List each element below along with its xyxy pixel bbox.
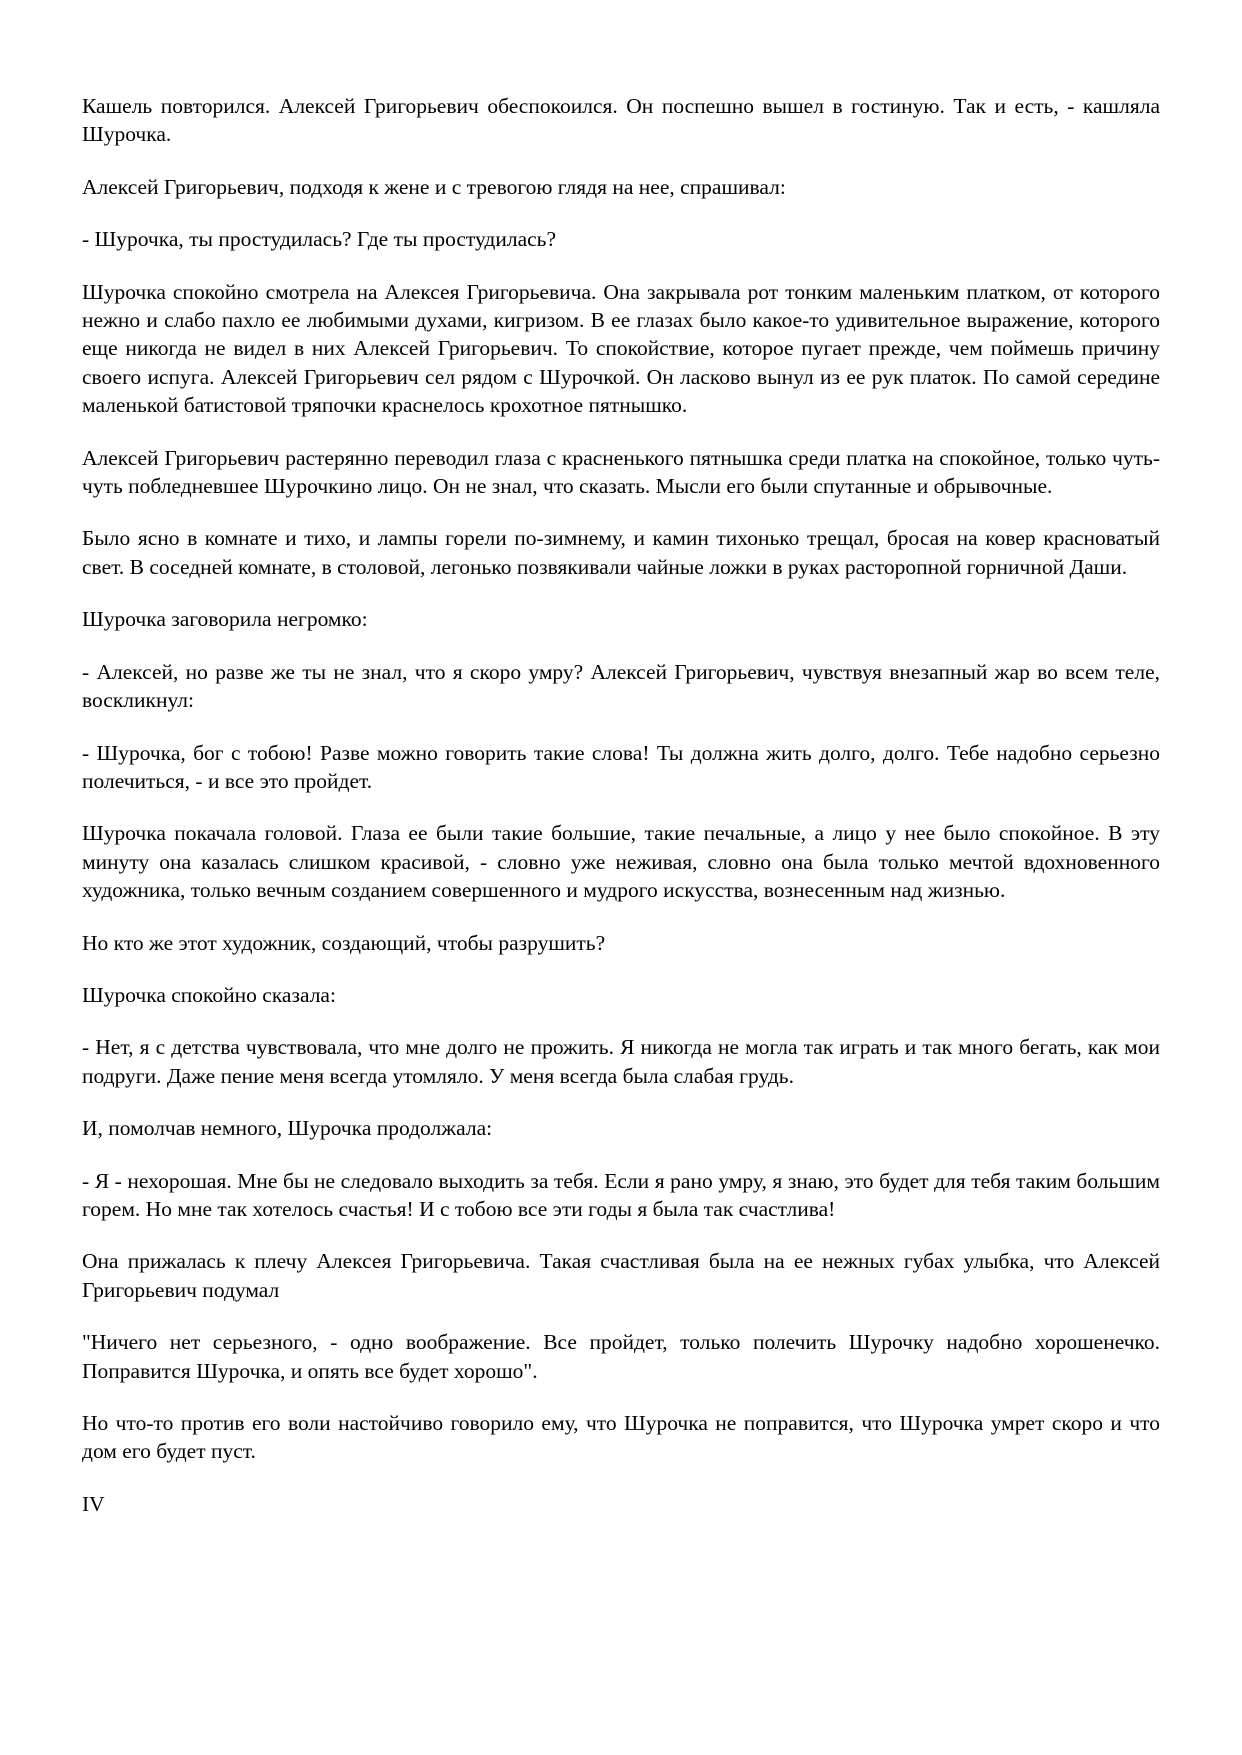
document-page bbox=[82, 92, 1160, 1518]
paragraph: Но кто же этот художник, создающий, чтобы разрушить? bbox=[82, 930, 606, 955]
paragraph: - Я - нехорошая. Мне бы не следовало выходить за тебя. Если я рано умру, я знаю, это будет для тебя таким большим горем. Но мне так хотелось счастья! И с тобою все эти годы я была так счастлива! bbox=[82, 1168, 1160, 1221]
paragraph: Шурочка заговорила негромко: bbox=[82, 607, 368, 632]
paragraph: Шурочка спокойно смотрела на Алексея Григорьевича. Она закрывала рот тонким маленьким платком, от которого нежно и слабо пахло ее любимыми духами, кигризом. В ее глазах было какое-то удивительное выражение, которого еще никогда не видел в них Алексей Григорьевич. То спокойствие, которое пугает прежде, чем поймешь причину своего испуга. Алексей Григорьевич сел рядом с Шурочкой. Он ласково вынул из ее рук платок. По самой середине маленькой батистовой тряпочки краснелось крохотное пятнышко. bbox=[82, 279, 1160, 418]
chapter-heading: IV bbox=[82, 1491, 105, 1516]
paragraph: Она прижалась к плечу Алексея Григорьевича. Такая счастливая была на ее нежных губах улыбка, что Алексей Григорьевич подумал bbox=[82, 1249, 1160, 1302]
paragraph: И, помолчав немного, Шурочка продолжала: bbox=[82, 1116, 493, 1141]
paragraph: Но что-то против его воли настойчиво говорило ему, что Шурочка не поправится, что Шурочка умрет скоро и что дом его будет пуст. bbox=[82, 1411, 1160, 1464]
paragraph: - Шурочка, бог с тобою! Разве можно говорить такие слова! Ты должна жить долго, долго. Тебе надобно серьезно полечиться, - и все это пройдет. bbox=[82, 740, 1160, 793]
paragraph: Было ясно в комнате и тихо, и лампы горели по-зимнему, и камин тихонько трещал, бросая на ковер красноватый свет. В соседней комнате, в столовой, легонько позвякивали чайные ложки в руках расторопной горничной Даши. bbox=[82, 526, 1160, 579]
paragraph: Шурочка покачала головой. Глаза ее были такие большие, такие печальные, а лицо у нее было спокойное. В эту минуту она казалась слишком красивой, - словно уже неживая, словно она была только мечтой вдохновенного художника, только вечным созданием совершенного и мудрого искусства, вознесенным над жизнью. bbox=[82, 821, 1160, 903]
paragraph: "Ничего нет серьезного, - одно воображение. Все пройдет, только полечить Шурочку надобно хорошенечко. Поправится Шурочка, и опять все будет хорошо". bbox=[82, 1330, 1160, 1383]
paragraph: - Шурочка, ты простудилась? Где ты простудилась? bbox=[82, 227, 557, 252]
paragraph: - Нет, я с детства чувствовала, что мне долго не прожить. Я никогда не могла так играть и так много бегать, как мои подруги. Даже пение меня всегда утомляло. У меня всегда была слабая грудь. bbox=[82, 1035, 1160, 1088]
paragraph: Кашель повторился. Алексей Григорьевич обеспокоился. Он поспешно вышел в гостиную. Так и есть, - кашляла Шурочка. bbox=[82, 94, 1160, 147]
paragraph: Алексей Григорьевич растерянно переводил глаза с красненького пятнышка среди платка на спокойное, только чуть-чуть побледневшее Шурочкино лицо. Он не знал, что сказать. Мысли его были спутанные и обрывочные. bbox=[82, 445, 1160, 499]
paragraph: Шурочка спокойно сказала: bbox=[82, 982, 336, 1007]
paragraph: Алексей Григорьевич, подходя к жене и с тревогою глядя на нее, спрашивал: bbox=[82, 174, 786, 199]
paragraph: - Алексей, но разве же ты не знал, что я скоро умру? Алексей Григорьевич, чувствуя внезапный жар во всем теле, воскликнул: bbox=[82, 659, 1160, 713]
